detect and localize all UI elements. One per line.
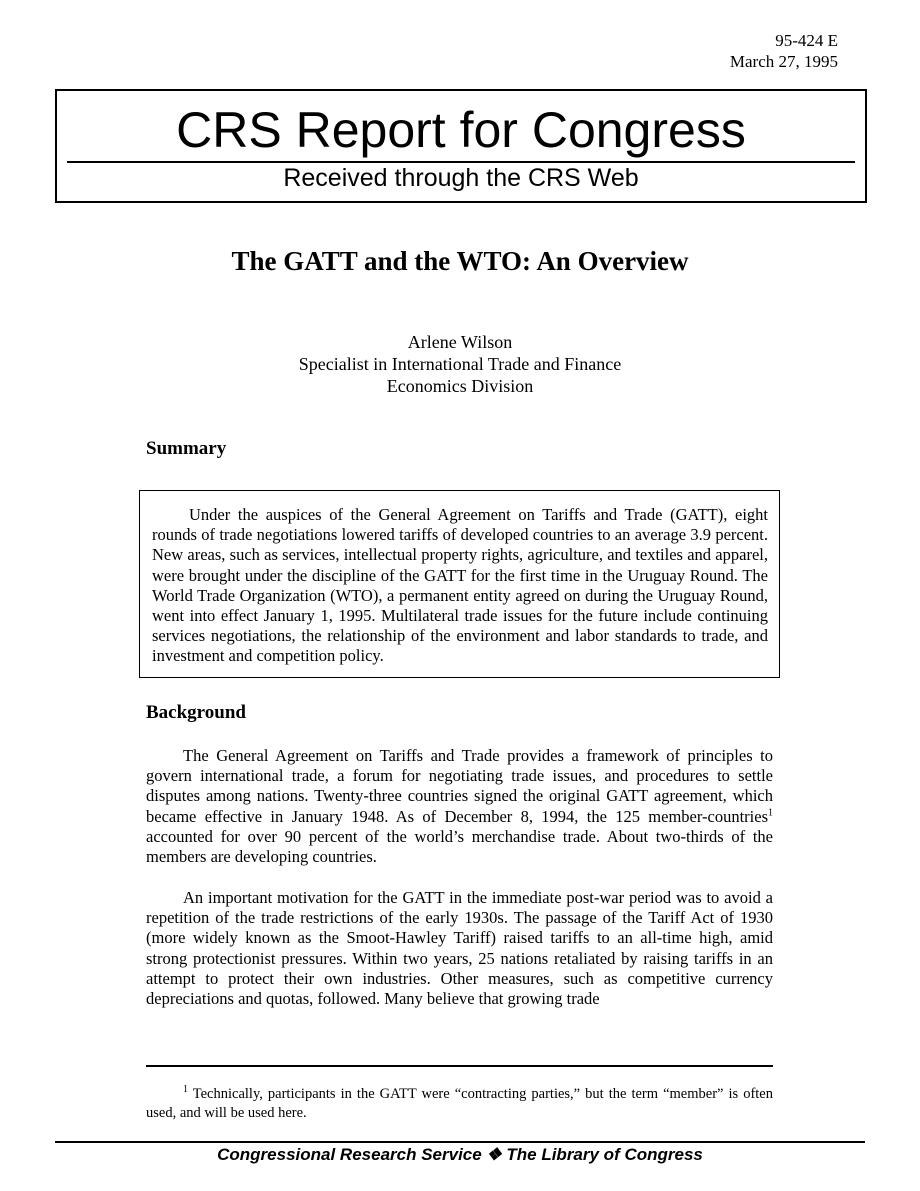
author-division: Economics Division (386, 376, 534, 396)
summary-text: Under the auspices of the General Agreement on Tariffs and Trade (GATT), eight rounds of trade negotiations lowered tariffs of developed countries to an average 3.9 percent. New areas, such as services, intellectual property rights, agriculture, and textiles and apparel, were brought under the discipline of the GATT for the first time in the Uruguay Round. The World Trade Organization (WTO), a permanent entity agreed on during the Uruguay Round, went into effect January 1, 1995. Multilateral trade issues for the future include continuing services negotiations, the relationship of the environment and labor standards to trade, and investment and competition policy. (152, 505, 768, 666)
banner-title: CRS Report for Congress (176, 102, 746, 158)
author-title: Specialist in International Trade and Finance (298, 354, 622, 374)
background-paragraph-2: An important motivation for the GATT in the immediate post-war period was to avoid a repetition of the trade restrictions of the early 1930s. The passage of the Tariff Act of 1930 (more widely known as the Smoot-Hawley Tariff) raised tariffs to an all-time high, amid strong protectionist pressures. Within two years, 25 nations retaliated by raising tariffs in an attempt to protect their own industries. Other measures, such as competitive currency depreciations and quotas, followed. Many believe that growing trade (146, 888, 773, 1009)
author-name: Arlene Wilson (407, 332, 513, 352)
summary-heading: Summary (146, 438, 227, 459)
document-title: The GATT and the WTO: An Overview (231, 246, 689, 276)
background-heading: Background (146, 702, 246, 723)
footer-divider (55, 1141, 865, 1143)
author-block (0, 331, 920, 397)
paragraph-text: The General Agreement on Tariffs and Trade provides a framework of principles to govern international trade, a forum for negotiating trade issues, and procedures to settle disputes among nations. Twenty-three countries signed the original GATT agreement, which became effective in January 1948. As of December 8, 1994, the 125 member-countries (146, 746, 773, 826)
report-date: March 27, 1995 (729, 52, 838, 71)
report-number: 95-424 E (775, 31, 838, 50)
summary-box (139, 490, 780, 678)
footnote-mark: 1 (183, 1084, 188, 1096)
crs-banner (55, 89, 867, 203)
page-footer: Congressional Research Service ❖ The Library of Congress (217, 1145, 703, 1164)
footnote (146, 1085, 773, 1123)
footnote-divider (146, 1065, 773, 1067)
banner-subtitle: Received through the CRS Web (283, 164, 639, 192)
paragraph-text: accounted for over 90 percent of the world’s merchandise trade. About two-thirds of the members are developing countries. (146, 826, 773, 867)
report-identifier (730, 30, 838, 72)
footnote-text: Technically, participants in the GATT were “contracting parties,” but the term “member” is often used, and will be used here. (146, 1086, 773, 1121)
footnote-reference[interactable]: 1 (768, 807, 773, 819)
background-paragraph-1 (146, 746, 773, 867)
